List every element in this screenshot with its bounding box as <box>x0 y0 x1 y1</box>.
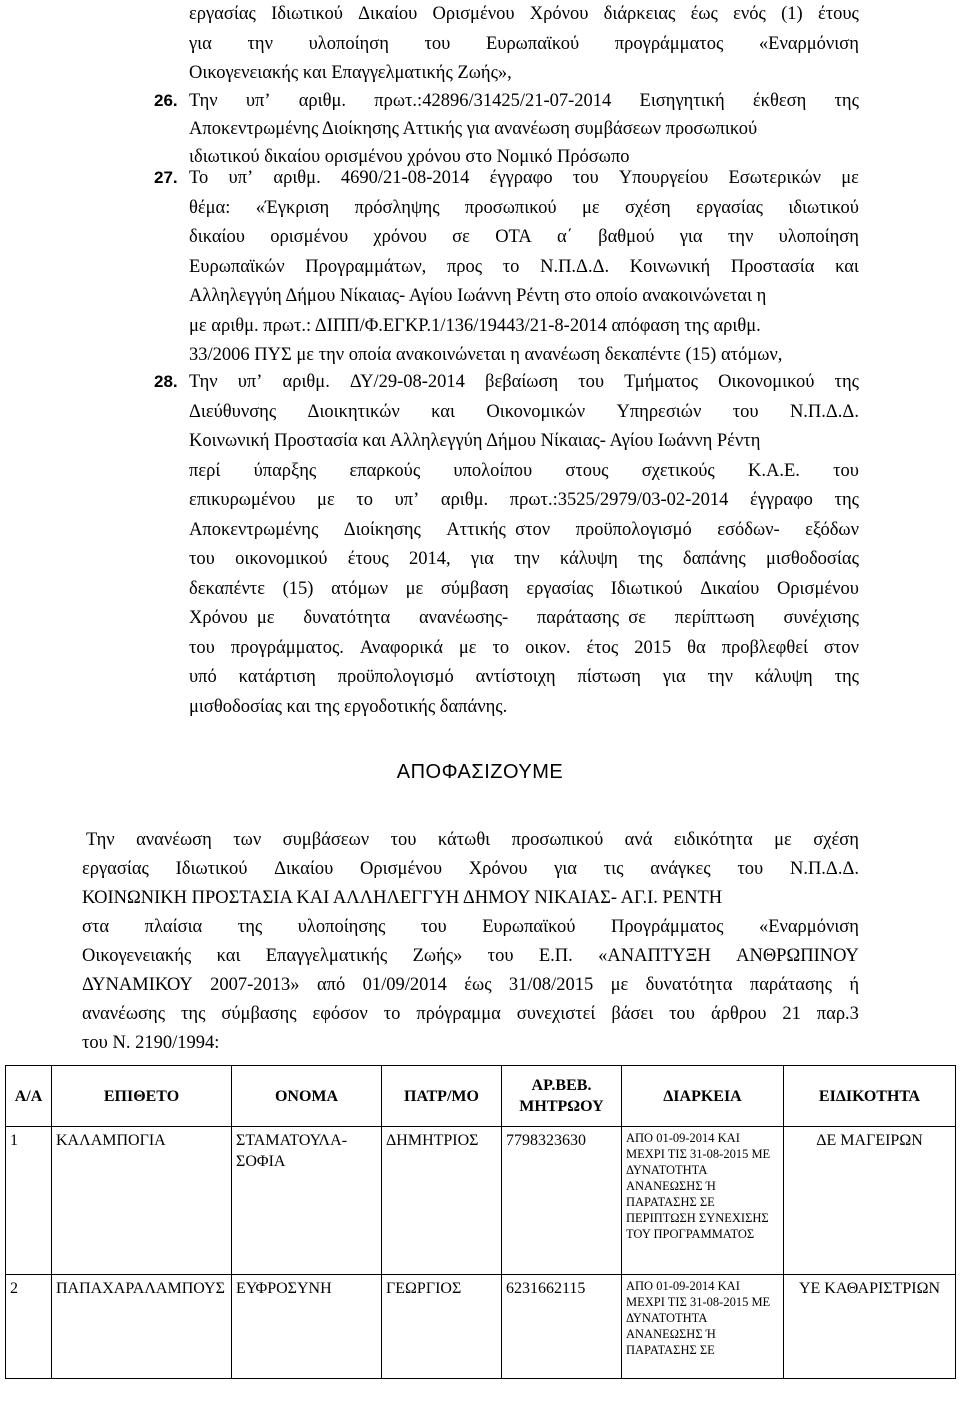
item28-line: περί ύπαρξης επαρκούς υπολοίπου στους σχετικούς Κ.Α.Ε. του <box>189 460 859 481</box>
cell-surname: ΠΑΠΑΧΑΡΑΛΑΜΠΟΥΣ <box>52 1275 232 1379</box>
item26-line: Αποκεντρωμένης Διοίκησης Αττικής για ανανέωση συμβάσεων προσωπικού <box>189 119 758 139</box>
item26-line: ιδιωτικού δικαίου ορισμένου χρόνου στο Νομικό Πρόσωπο <box>189 147 630 167</box>
cell-name: ΕΥΦΡΟΣΥΝΗ <box>232 1275 382 1379</box>
decision-line: στα πλαίσια της υλοποίησης του Ευρωπαϊκού Προγράμματος «Εναρμόνιση <box>82 917 859 937</box>
paragraph_top-line: για την υλοποίηση του Ευρωπαϊκού προγράμματος «Εναρμόνιση <box>189 33 859 54</box>
col-header-aa: Α/Α <box>6 1066 52 1127</box>
paragraph_top-line: Οικογενειακής και Επαγγελματικής Ζωής», <box>189 63 512 83</box>
item26-line: Την υπ’ αριθμ. πρωτ.:42896/31425/21-07-2014 Εισηγητική έκθεση της <box>189 91 859 111</box>
col-header-father: ΠΑΤΡ/ΜΟ <box>382 1066 502 1127</box>
item28-line: επικυρωμένου με το υπ’ αριθμ. πρωτ.:3525/2979/03-02-2014 έγγραφο της <box>189 490 859 510</box>
cell-name: ΣΤΑΜΑΤΟΥΛΑ-ΣΟΦΙΑ <box>232 1127 382 1275</box>
item28-line: του προγράμματος. Αναφορικά με το οικον. έτος 2015 θα προβλεφθεί στον <box>189 637 859 658</box>
item28-line: δεκαπέντε (15) ατόμων με σύμβαση εργασίας Ιδιωτικού Δικαίου Ορισμένου <box>189 578 859 599</box>
cell-father: ΓΕΩΡΓΙΟΣ <box>382 1275 502 1379</box>
item-number: 27. <box>154 168 178 187</box>
decision-line: εργασίας Ιδιωτικού Δικαίου Ορισμένου Χρόνου για τις ανάγκες του Ν.Π.Δ.Δ. <box>82 859 859 879</box>
table-header-row <box>6 1066 956 1127</box>
item28-line: Κοινωνική Προστασία και Αλληλεγγύη Δήμου Νίκαιας- Αγίου Ιωάννη Ρέντη <box>189 431 761 451</box>
cell-registry: 6231662115 <box>502 1275 622 1379</box>
item28-line: Αποκεντρωμένης Διοίκησης Αττικής στον προϋπολογισμό εσόδων- εξόδων <box>189 519 859 540</box>
table-row <box>6 1275 956 1379</box>
cell-duration: ΑΠΟ 01-09-2014 ΚΑΙ ΜΕΧΡΙ ΤΙΣ 31-08-2015 ΜΕ ΔΥΝΑΤΟΤΗΤΑ ΑΝΑΝΕΩΣΗΣ Ή ΠΑΡΑΤΑΣΗΣ ΣΕ ΠΕΡΙΠΤΩΣΗ ΣΥΝΕΧΙΣΗΣ ΤΟΥ ΠΡΟΓΡΑΜΜΑΤΟΣ <box>622 1127 784 1275</box>
cell-registry: 7798323630 <box>502 1127 622 1275</box>
col-header-name: ΟΝΟΜΑ <box>232 1066 382 1127</box>
decision-heading: ΑΠΟΦΑΣΙΖΟΥΜΕ <box>396 761 564 783</box>
decision-line: ανανέωσης της σύμβασης εφόσον το πρόγραμμα συνεχιστεί βάσει του άρθρου 21 παρ.3 <box>82 1004 859 1024</box>
col-header-specialty: ΕΙΔΙΚΟΤΗΤΑ <box>784 1066 956 1127</box>
cell-father: ΔΗΜΗΤΡΙΟΣ <box>382 1127 502 1275</box>
item27-line: δικαίου ορισμένου χρόνου σε ΟΤΑ α΄ βαθμού για την υλοποίηση <box>189 227 859 247</box>
decision-line: του Ν. 2190/1994: <box>82 1033 220 1053</box>
decision-line: Οικογενειακής και Επαγγελματικής Ζωής» του Ε.Π. «ΑΝΑΠΤΥΞΗ ΑΝΘΡΩΠΙΝΟΥ <box>82 946 859 966</box>
item-number: 26. <box>154 91 178 110</box>
decision-line: ΚΟΙΝΩΝΙΚΗ ΠΡΟΣΤΑΣΙΑ ΚΑΙ ΑΛΛΗΛΕΓΓΥΗ ΔΗΜΟΥ ΝΙΚΑΙΑΣ- ΑΓ.Ι. ΡΕΝΤΗ <box>82 888 723 908</box>
cell-duration: ΑΠΟ 01-09-2014 ΚΑΙ ΜΕΧΡΙ ΤΙΣ 31-08-2015 ΜΕ ΔΥΝΑΤΟΤΗΤΑ ΑΝΑΝΕΩΣΗΣ Ή ΠΑΡΑΤΑΣΗΣ ΣΕ <box>622 1275 784 1379</box>
item-number: 28. <box>154 372 178 391</box>
col-header-surname: ΕΠΙΘΕΤΟ <box>52 1066 232 1127</box>
decision-line: ΔΥΝΑΜΙΚΟΥ 2007-2013» από 01/09/2014 έως 31/08/2015 με δυνατότητα παράτασης ή <box>82 975 859 995</box>
item28-line: του οικονομικού έτους 2014, για την κάλυψη της δαπάνης μισθοδοσίας <box>189 549 859 569</box>
decision-line: Την ανανέωση των συμβάσεων του κάτωθι προσωπικού ανά ειδικότητα με σχέση <box>86 830 859 850</box>
item27-line: 33/2006 ΠΥΣ με την οποία ανακοινώνεται η ανανέωση δεκαπέντε (15) ατόμων, <box>189 345 783 365</box>
item28-line: μισθοδοσίας και της εργοδοτικής δαπάνης. <box>189 696 508 717</box>
paragraph_top-line: εργασίας Ιδιωτικού Δικαίου Ορισμένου Χρόνου διάρκειας έως ενός (1) έτους <box>189 4 859 24</box>
item27-line: Το υπ’ αριθμ. 4690/21-08-2014 έγγραφο του Υπουργείου Εσωτερικών με <box>189 168 859 188</box>
item28-line: υπό κατάρτιση προϋπολογισμό αντίστοιχη πίστωση για την κάλυψη της <box>189 667 859 687</box>
cell-aa: 2 <box>6 1275 52 1379</box>
item27-line: με αριθμ. πρωτ.: ΔΙΠΠ/Φ.ΕΓΚΡ.1/136/19443/21-8-2014 απόφαση της αριθμ. <box>189 315 761 336</box>
cell-aa: 1 <box>6 1127 52 1275</box>
staff-table <box>5 1065 956 1379</box>
item27-line: θέμα: «Έγκριση πρόσληψης προσωπικού με σχέση εργασίας ιδιωτικού <box>189 197 859 218</box>
cell-surname: ΚΑΛΑΜΠΟΓΙΑ <box>52 1127 232 1275</box>
col-header-duration: ΔΙΑΡΚΕΙΑ <box>622 1066 784 1127</box>
item28-line: Χρόνου με δυνατότητα ανανέωσης- παράτασης σε περίπτωση συνέχισης <box>189 608 859 628</box>
item27-line: Αλληλεγγύη Δήμου Νίκαιας- Αγίου Ιωάννη Ρέντη στο οποίο ανακοινώνεται η <box>189 286 767 306</box>
item28-line: Την υπ’ αριθμ. ΔΥ/29-08-2014 βεβαίωση του Τμήματος Οικονομικού της <box>189 372 859 392</box>
cell-specialty: ΔΕ ΜΑΓΕΙΡΩΝ <box>784 1127 956 1275</box>
table-row <box>6 1127 956 1275</box>
item27-line: Ευρωπαϊκών Προγραμμάτων, προς το Ν.Π.Δ.Δ. Κοινωνική Προστασία και <box>189 256 859 277</box>
cell-specialty: ΥΕ ΚΑΘΑΡΙΣΤΡΙΩΝ <box>784 1275 956 1379</box>
item28-line: Διεύθυνσης Διοικητικών και Οικονομικών Υπηρεσιών του Ν.Π.Δ.Δ. <box>189 401 859 422</box>
col-header-registry: ΑΡ.ΒΕΒ. ΜΗΤΡΩΟΥ <box>502 1066 622 1127</box>
